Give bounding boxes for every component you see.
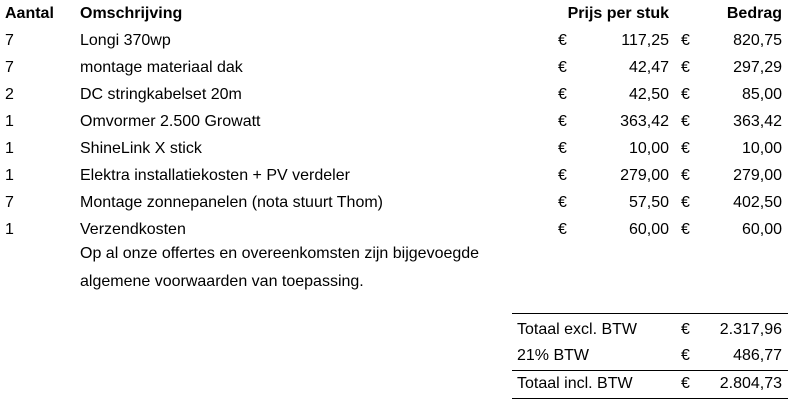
row-amount: 820,75	[733, 32, 782, 49]
row-description: Verzendkosten	[80, 221, 186, 238]
row-unit-price: 117,25	[621, 32, 669, 49]
row-qty: 7	[5, 59, 14, 76]
row-unit-price: 60,00	[628, 221, 669, 238]
row-unit-price-currency: €	[558, 140, 567, 157]
terms-note-line-1: Op al onze offertes en overeenkomsten zijn bijgevoegde	[80, 245, 480, 262]
total-excl-value: 2.317,96	[719, 321, 782, 338]
row-amount-currency: €	[681, 140, 690, 157]
row-unit-price: 10,00	[628, 140, 669, 157]
row-unit-price-currency: €	[558, 86, 567, 103]
row-amount-currency: €	[681, 32, 690, 49]
row-description: ShineLink X stick	[80, 140, 202, 157]
totals-top-rule	[512, 313, 788, 314]
terms-note-line-2: algemene voorwaarden van toepassing.	[80, 273, 364, 290]
row-unit-price-currency: €	[558, 167, 567, 184]
total-incl-currency: €	[681, 375, 690, 392]
row-amount: 60,00	[741, 221, 782, 238]
totals-incl-top-rule	[512, 370, 788, 371]
row-qty: 1	[5, 113, 14, 130]
total-incl-value: 2.804,73	[719, 375, 782, 392]
row-description: montage materiaal dak	[80, 59, 243, 76]
total-excl-currency: €	[681, 321, 690, 338]
row-qty: 7	[5, 32, 14, 49]
total-incl-label: Totaal incl. BTW	[517, 375, 633, 392]
vat-label: 21% BTW	[517, 347, 590, 364]
row-amount-currency: €	[681, 59, 690, 76]
row-unit-price: 42,47	[628, 59, 669, 76]
row-unit-price-currency: €	[558, 59, 567, 76]
row-unit-price-currency: €	[558, 194, 567, 211]
row-qty: 2	[5, 86, 14, 103]
row-qty: 1	[5, 140, 14, 157]
header-qty: Aantal	[5, 5, 54, 22]
row-amount: 85,00	[741, 86, 782, 103]
row-amount-currency: €	[681, 194, 690, 211]
row-unit-price-currency: €	[558, 32, 567, 49]
row-amount: 363,42	[733, 113, 782, 130]
totals-bottom-rule	[512, 398, 788, 399]
row-amount-currency: €	[681, 221, 690, 238]
row-description: Montage zonnepanelen (nota stuurt Thom)	[80, 194, 384, 211]
row-amount: 297,29	[733, 59, 782, 76]
header-amount: Bedrag	[726, 5, 782, 22]
row-amount-currency: €	[681, 167, 690, 184]
row-qty: 1	[5, 167, 14, 184]
row-qty: 7	[5, 194, 14, 211]
row-amount-currency: €	[681, 113, 690, 130]
row-amount: 402,50	[733, 194, 782, 211]
row-unit-price: 363,42	[620, 113, 669, 130]
vat-currency: €	[681, 347, 690, 364]
row-description: Elektra installatiekosten + PV verdeler	[80, 167, 350, 184]
header-unit-price: Prijs per stuk	[567, 5, 669, 22]
row-amount-currency: €	[681, 86, 690, 103]
total-excl-label: Totaal excl. BTW	[517, 321, 638, 338]
row-description: DC stringkabelset 20m	[80, 86, 242, 103]
row-unit-price: 279,00	[620, 167, 669, 184]
header-description: Omschrijving	[80, 5, 183, 22]
row-qty: 1	[5, 221, 14, 238]
row-amount: 10,00	[741, 140, 782, 157]
row-amount: 279,00	[733, 167, 782, 184]
vat-value: 486,77	[733, 347, 782, 364]
row-description: Omvormer 2.500 Growatt	[80, 113, 261, 130]
row-unit-price-currency: €	[558, 113, 567, 130]
row-unit-price: 57,50	[628, 194, 669, 211]
row-unit-price-currency: €	[558, 221, 567, 238]
row-description: Longi 370wp	[80, 32, 171, 49]
row-unit-price: 42,50	[628, 86, 669, 103]
